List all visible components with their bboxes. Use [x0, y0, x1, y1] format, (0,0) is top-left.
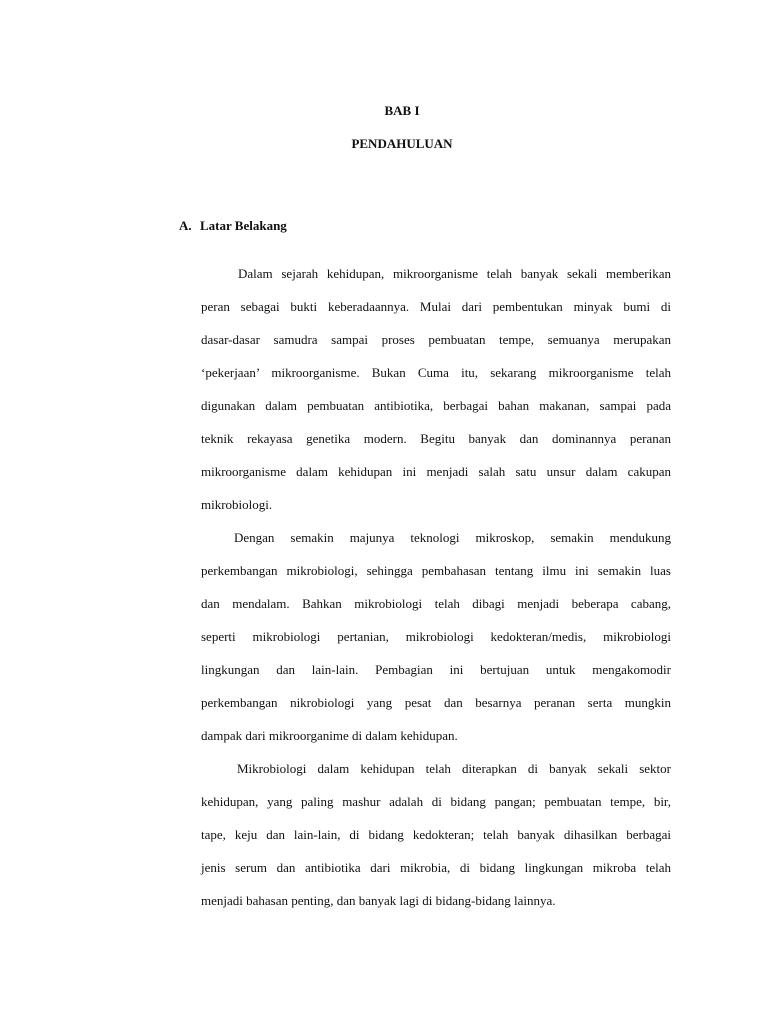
- paragraph-1-line-4: ‘pekerjaan’ mikroorganisme. Bukan Cuma itu, sekarang mikroorganisme telah: [201, 365, 671, 380]
- paragraph-3-line-5: menjadi bahasan penting, dan banyak lagi di bidang-bidang lainnya.: [201, 893, 556, 908]
- paragraph-1-line-2: peran sebagai bukti keberadaannya. Mulai dari pembentukan minyak bumi di: [201, 299, 671, 314]
- paragraph-1-line-5: digunakan dalam pembuatan antibiotika, berbagai bahan makanan, sampai pada: [201, 398, 671, 413]
- paragraph-1-line-6: teknik rekayasa genetika modern. Begitu banyak dan dominannya peranan: [201, 431, 671, 446]
- paragraph-3-line-2: kehidupan, yang paling mashur adalah di bidang pangan; pembuatan tempe, bir,: [201, 794, 671, 809]
- paragraph-2-line-5: lingkungan dan lain-lain. Pembagian ini bertujuan untuk mengakomodir: [201, 662, 671, 677]
- paragraph-3-line-4: jenis serum dan antibiotika dari mikrobia, di bidang lingkungan mikroba telah: [201, 860, 671, 875]
- paragraph-1-line-1: Dalam sejarah kehidupan, mikroorganisme telah banyak sekali memberikan: [238, 266, 671, 281]
- paragraph-2-line-7: dampak dari mikroorganime di dalam kehidupan.: [201, 728, 458, 743]
- paragraph-2-line-1: Dengan semakin majunya teknologi mikroskop, semakin mendukung: [234, 530, 671, 545]
- section-heading: [179, 218, 287, 234]
- paragraph-3-line-1: Mikrobiologi dalam kehidupan telah diterapkan di banyak sekali sektor: [237, 761, 671, 776]
- paragraph-2-line-3: dan mendalam. Bahkan mikrobiologi telah dibagi menjadi beberapa cabang,: [201, 596, 671, 611]
- section-title: Latar Belakang: [200, 218, 287, 233]
- paragraph-2-line-4: seperti mikrobiologi pertanian, mikrobiologi kedokteran/medis, mikrobiologi: [201, 629, 671, 644]
- chapter-title: PENDAHULUAN: [351, 136, 453, 151]
- paragraph-1-line-7: mikroorganisme dalam kehidupan ini menjadi salah satu unsur dalam cakupan: [201, 464, 671, 479]
- paragraph-3-line-3: tape, keju dan lain-lain, di bidang kedokteran; telah banyak dihasilkan berbagai: [201, 827, 671, 842]
- chapter-heading: BAB I: [384, 103, 420, 118]
- paragraph-1-line-8: mikrobiologi.: [201, 497, 273, 512]
- paragraph-1-line-3: dasar-dasar samudra sampai proses pembuatan tempe, semuanya merupakan: [201, 332, 671, 347]
- section-letter: A.: [179, 218, 192, 233]
- paragraph-2-line-2: perkembangan mikrobiologi, sehingga pembahasan tentang ilmu ini semakin luas: [201, 563, 671, 578]
- paragraph-2-line-6: perkembangan nikrobiologi yang pesat dan besarnya peranan serta mungkin: [201, 695, 671, 710]
